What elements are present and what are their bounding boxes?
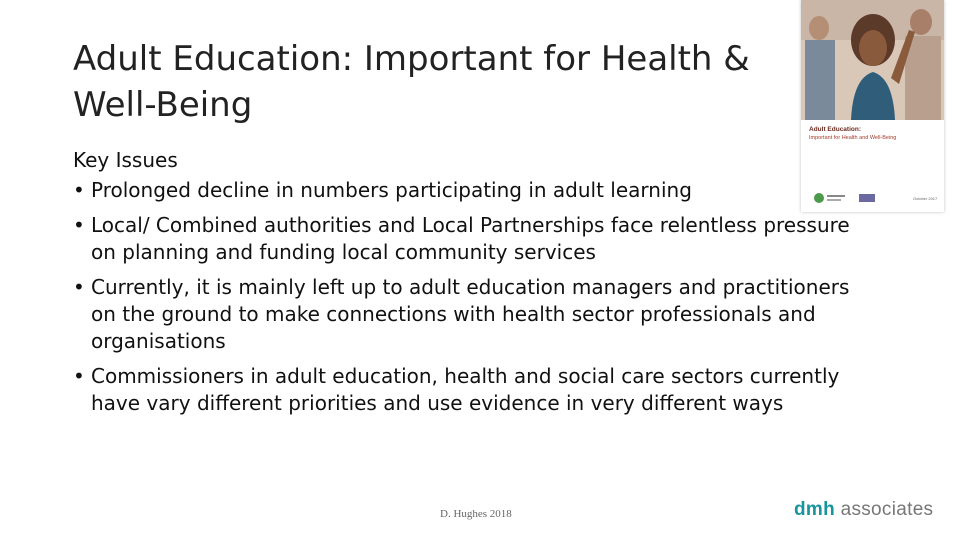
brand-part-1: dmh <box>794 499 836 520</box>
footer-credit: D. Hughes 2018 <box>440 508 512 520</box>
bullet-list <box>73 177 873 417</box>
subheading: Key Issues <box>73 148 178 172</box>
slide-body <box>73 145 873 417</box>
cover-date: October 2017 <box>913 196 938 201</box>
cover-photo <box>801 0 944 120</box>
bullet-item: • Prolonged decline in numbers participating in adult learning <box>73 177 873 204</box>
bullet-item: • Local/ Combined authorities and Local Partnerships face relentless pressure on planning and funding local community services <box>73 212 873 266</box>
cover-subtitle: Important for Health and Well-Being <box>809 135 897 141</box>
bullet-item: • Currently, it is mainly left up to adult education managers and practitioners on the ground to make connections with health sector professionals and organisations <box>73 274 873 355</box>
cover-title: Adult Education: <box>809 126 861 133</box>
cover-logos <box>807 188 887 208</box>
bullet-item: • Commissioners in adult education, health and social care sectors currently have vary different priorities and use evidence in very different ways <box>73 363 873 417</box>
brand-logo <box>794 499 933 521</box>
brand-part-2: associates <box>835 499 934 520</box>
report-cover-image <box>801 0 944 212</box>
slide-title: Adult Education: Important for Health & Well-Being <box>73 39 750 125</box>
